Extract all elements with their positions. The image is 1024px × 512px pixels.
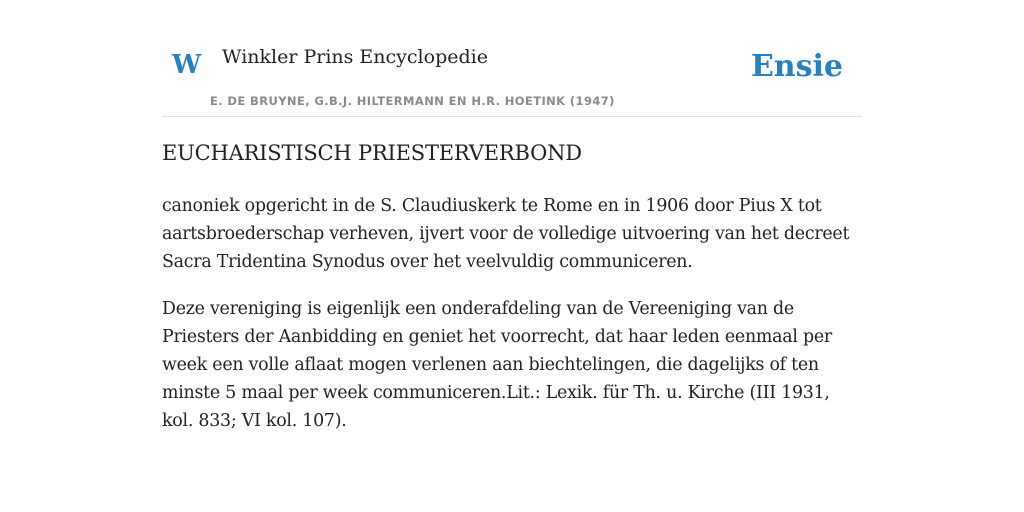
entry-title: EUCHARISTISCH PRIESTERVERBOND	[162, 141, 582, 165]
source-logo-icon[interactable]: W	[172, 50, 202, 80]
brand-logo[interactable]: Ensie	[750, 49, 843, 84]
source-title[interactable]: Winkler Prins Encyclopedie	[222, 46, 488, 68]
source-header	[162, 0, 862, 117]
article-paragraph: canoniek opgericht in de S. Claudiuskerk te Rome en in 1906 door Pius X tot aartsbroederschap verheven, ijvert voor de volledige uitvoering van het decreet Sacra Tridentina Synodus over het veelvuldig communiceren.	[162, 196, 850, 273]
source-authors: E. DE BRUYNE, G.B.J. HILTERMANN EN H.R. HOETINK (1947)	[210, 94, 615, 108]
article-paragraph: Deze vereniging is eigenlijk een onderafdeling van de Vereeniging van de Priesters der Aanbidding en geniet het voorrecht, dat haar leden eenmaal per week een volle aflaat mogen verlenen aan biechtelingen, die dagelijks of ten minste 5 maal per week communiceren.Lit.: Lexik. für Th. u. Kirche (III 1931, kol. 833; VI kol. 107).	[162, 299, 832, 432]
article-content	[162, 140, 862, 454]
